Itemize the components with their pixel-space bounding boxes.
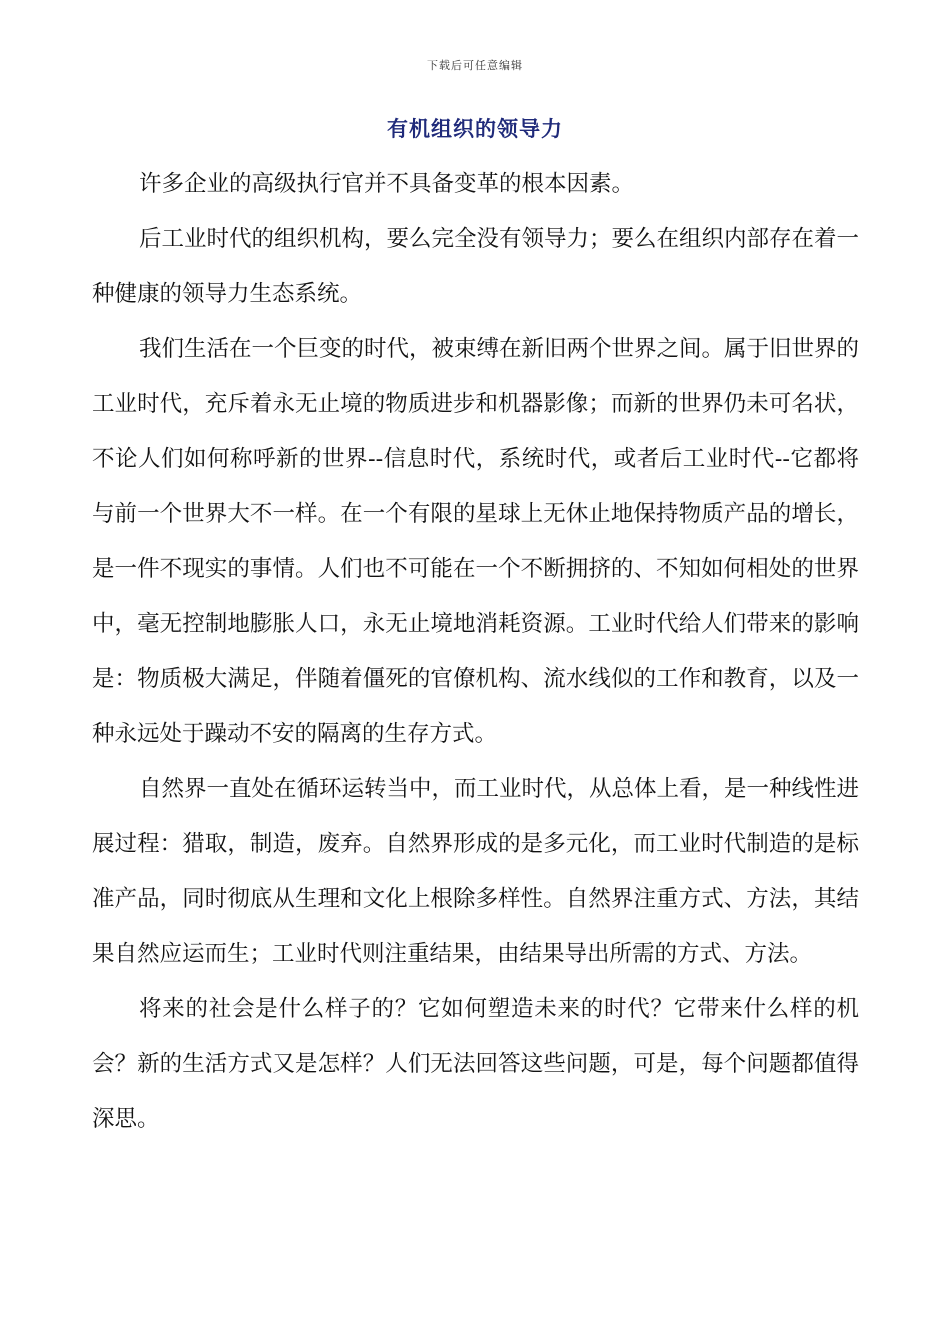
paragraph-5: 将来的社会是什么样子的？它如何塑造未来的时代？它带来什么样的机会？新的生活方式又是怎样？人们无法回答这些问题，可是，每个问题都值得深思。 <box>92 996 859 1132</box>
document-title: 有机组织的领导力 <box>387 116 563 141</box>
header-note: 下载后可任意编辑 <box>427 59 523 72</box>
document-body <box>92 157 859 1147</box>
paragraph-3: 我们生活在一个巨变的时代，被束缚在新旧两个世界之间。属于旧世界的工业时代，充斥着永无止境的物质进步和机器影像；而新的世界仍未可名状，不论人们如何称呼新的世界--信息时代，系统时代，或者后工业时代--它都将与前一个世界大不一样。在一个有限的星球上无休止地保持物质产品的增长，是一件不现实的事情。人们也不可能在一个不断拥挤的、不知如何相处的世界中，毫无控制地膨胀人口，永无止境地消耗资源。工业时代给人们带来的影响是：物质极大满足，伴随着僵死的官僚机构、流水线似的工作和教育，以及一种永远处于躁动不安的隔离的生存方式。 <box>92 336 860 747</box>
paragraph-4: 自然界一直处在循环运转当中，而工业时代，从总体上看，是一种线性进展过程：猎取，制造，废弃。自然界形成的是多元化，而工业时代制造的是标准产品，同时彻底从生理和文化上根除多样性。自然界注重方式、方法，其结果自然应运而生；工业时代则注重结果，由结果导出所需的方式、方法。 <box>92 776 860 967</box>
paragraph-2: 后工业时代的组织机构，要么完全没有领导力；要么在组织内部存在着一种健康的领导力生态系统。 <box>92 226 860 307</box>
paragraph-1: 许多企业的高级执行官并不具备变革的根本因素。 <box>139 171 635 197</box>
